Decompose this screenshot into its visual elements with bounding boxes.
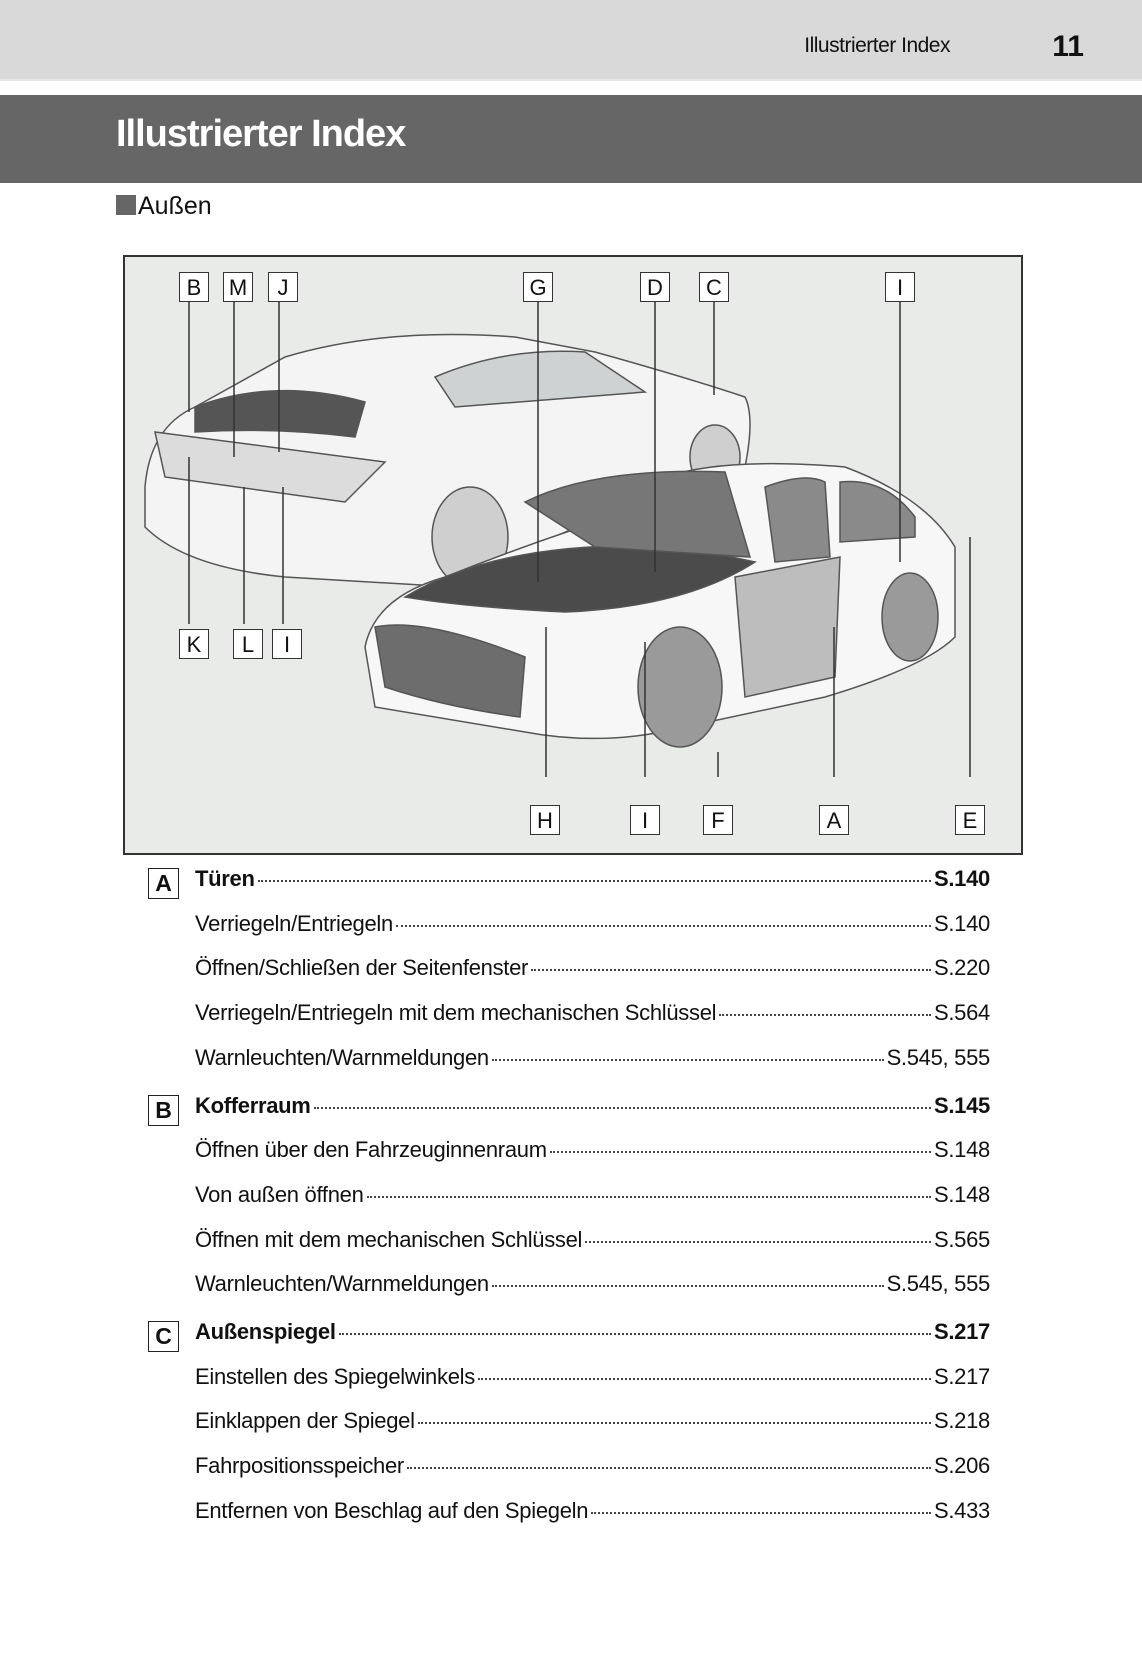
page-number: 11	[1052, 30, 1084, 63]
entry-text: Türen	[195, 866, 255, 891]
square-bullet-icon	[116, 195, 136, 215]
index-entry[interactable]	[195, 1408, 990, 1442]
callout-label: C	[699, 272, 729, 302]
dot-leader	[258, 880, 931, 882]
dot-leader	[531, 969, 931, 971]
entry-text: Warnleuchten/Warnmeldungen	[195, 1044, 489, 1070]
page-reference[interactable]: S.140	[934, 866, 990, 891]
car-drawing	[125, 257, 1021, 853]
chapter-bar	[0, 95, 1142, 183]
entry-text: Verriegeln/Entriegeln mit dem mechanischen Schlüssel	[195, 1000, 717, 1026]
entry-text: Fahrpositionsspeicher	[195, 1453, 404, 1479]
index-entry[interactable]	[195, 1045, 990, 1079]
car-illustration	[123, 255, 1023, 855]
dot-leader	[407, 1467, 931, 1469]
entry-text: Kofferraum	[195, 1092, 311, 1118]
section-title: Außen	[116, 192, 212, 221]
dot-leader	[418, 1422, 931, 1424]
index-entry[interactable]	[195, 1453, 990, 1487]
index-entry[interactable]	[195, 911, 990, 945]
entry-text: Einstellen des Spiegelwinkels	[195, 1363, 475, 1389]
header-title: Illustrierter Index	[804, 34, 950, 57]
callout-label: A	[819, 805, 849, 835]
page-reference[interactable]: S.545, 555	[886, 1271, 990, 1297]
dot-leader	[585, 1241, 931, 1243]
entry-text: Entfernen von Beschlag auf den Spiegeln	[195, 1497, 589, 1523]
page-reference[interactable]: S.206	[934, 1453, 990, 1479]
dot-leader	[591, 1512, 931, 1514]
dot-leader	[492, 1059, 884, 1061]
page-reference[interactable]: S.148	[934, 1137, 990, 1163]
dot-leader	[478, 1378, 931, 1380]
dot-leader	[339, 1333, 931, 1335]
page-reference[interactable]: S.564	[934, 1000, 990, 1026]
index-entry[interactable]	[195, 1182, 990, 1216]
dot-leader	[550, 1151, 931, 1153]
dot-leader	[396, 925, 931, 927]
callout-label: I	[630, 805, 660, 835]
entry-text: Außenspiegel	[195, 1319, 336, 1344]
callout-label: F	[703, 805, 733, 835]
entry-text: Öffnen mit dem mechanischen Schlüssel	[195, 1226, 583, 1252]
index-key-c: C	[148, 1321, 179, 1352]
index-heading[interactable]	[195, 1319, 990, 1353]
dot-leader	[492, 1285, 884, 1287]
page-reference[interactable]: S.218	[934, 1408, 990, 1434]
index-entry[interactable]	[195, 1000, 990, 1034]
index-entry[interactable]	[195, 1271, 990, 1305]
callout-label: L	[233, 629, 263, 659]
page-reference[interactable]: S.545, 555	[886, 1044, 990, 1070]
callout-label: I	[272, 629, 302, 659]
page-reference[interactable]: S.145	[934, 1092, 990, 1118]
entry-text: Öffnen über den Fahrzeuginnenraum	[195, 1137, 547, 1163]
entry-text: Von außen öffnen	[195, 1181, 364, 1207]
page-reference[interactable]: S.217	[934, 1319, 990, 1344]
callout-label: H	[530, 805, 560, 835]
entry-text: Verriegeln/Entriegeln	[195, 910, 393, 936]
index-entry[interactable]	[195, 1227, 990, 1261]
entry-text: Einklappen der Spiegel	[195, 1408, 415, 1434]
index-entry[interactable]	[195, 1364, 990, 1398]
index-key-a: A	[148, 868, 179, 899]
chapter-title: Illustrierter Index	[116, 113, 406, 155]
dot-leader	[367, 1196, 931, 1198]
index-entry[interactable]	[195, 1137, 990, 1171]
callout-label: K	[179, 629, 209, 659]
page-reference[interactable]: S.565	[934, 1226, 990, 1252]
index-key-b: B	[148, 1095, 179, 1126]
page-reference[interactable]: S.220	[934, 955, 990, 981]
page-reference[interactable]: S.148	[934, 1181, 990, 1207]
entry-text: Öffnen/Schließen der Seitenfenster	[195, 955, 529, 981]
callout-label: E	[955, 805, 985, 835]
callout-label: I	[885, 272, 915, 302]
entry-text: Warnleuchten/Warnmeldungen	[195, 1271, 489, 1297]
dot-leader	[719, 1014, 931, 1016]
index-heading[interactable]	[195, 866, 990, 900]
callout-label: D	[640, 272, 670, 302]
index-entry[interactable]	[195, 955, 990, 989]
callout-label: M	[223, 272, 253, 302]
page-reference[interactable]: S.140	[934, 910, 990, 936]
index-entry[interactable]	[195, 1498, 990, 1532]
callout-label: B	[179, 272, 209, 302]
page-reference[interactable]: S.433	[934, 1497, 990, 1523]
callout-label: G	[523, 272, 553, 302]
page-header	[0, 0, 1142, 81]
index-heading[interactable]	[195, 1093, 990, 1127]
callout-label: J	[268, 272, 298, 302]
dot-leader	[314, 1107, 931, 1109]
page-reference[interactable]: S.217	[934, 1363, 990, 1389]
